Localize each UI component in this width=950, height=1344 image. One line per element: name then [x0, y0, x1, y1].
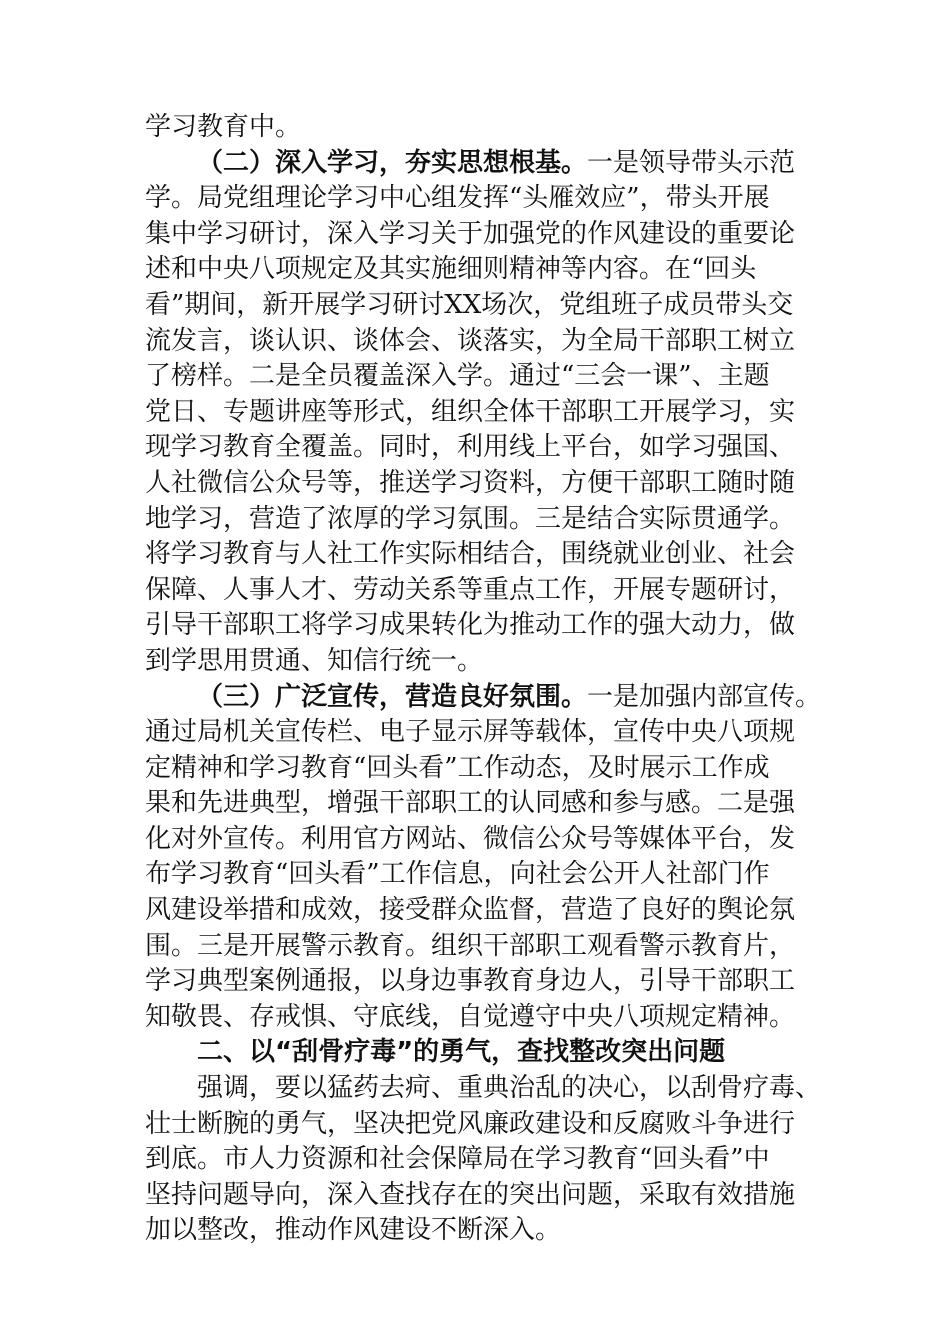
section-heading: 二、以“刮骨疗毒”的勇气，查找整改突出问题: [197, 1037, 726, 1068]
text-line: 学习教育中。: [145, 112, 302, 142]
text-line: 知敬畏、存戒惧、守底线，自觉遵守中央八项规定精神。: [145, 1001, 796, 1032]
paragraph-heading-line: [145, 146, 810, 182]
text-line: 保障、人事人才、劳动关系等重点工作，开展专题研讨，: [145, 574, 796, 605]
text-line: 看”期间，新开展学习研讨XX场次，党组班子成员带头交: [145, 289, 794, 320]
text-line: 坚持问题导向，深入查找存在的突出问题，采取有效措施: [145, 1179, 796, 1210]
text-line: 党日、专题讲座等形式，组织全体干部职工开展学习，实: [145, 396, 796, 427]
text-line: 将学习教育与人社工作实际相结合，围绕就业创业、社会: [145, 539, 796, 570]
text-line: 通过局机关宣传栏、电子显示屏等载体，宣传中央八项规: [145, 717, 796, 748]
text-run: 一是加强内部宣传。: [587, 681, 822, 712]
text-line: 述和中央八项规定及其实施细则精神等内容。在“回头: [145, 254, 757, 285]
text-line: 强调，要以猛药去疴、重典治乱的决心，以刮骨疗毒、: [197, 1073, 822, 1104]
text-line: 现学习教育全覆盖。同时，利用线上平台，如学习强国、: [145, 432, 796, 463]
paragraph-heading-line: [145, 680, 822, 716]
text-line: 学。局党组理论学习中心组发挥“头雁效应”，带头开展: [145, 183, 770, 214]
text-line: 定精神和学习教育“回头看”工作动态，及时展示工作成: [145, 752, 770, 783]
text-line: 流发言，谈认识、谈体会、谈落实，为全局干部职工树立: [145, 325, 796, 356]
text-line: 化对外宣传。利用官方网站、微信公众号等媒体平台，发: [145, 823, 796, 854]
section-subheading: （二）深入学习，夯实思想根基。: [197, 147, 588, 178]
text-line: 地学习，营造了浓厚的学习氛围。三是结合实际贯通学。: [145, 503, 796, 534]
text-line: 学习典型案例通报，以身边事教育身边人，引导干部职工: [145, 966, 796, 997]
text-line: 集中学习研讨，深入学习关于加强党的作风建设的重要论: [145, 218, 796, 249]
text-line: 果和先进典型，增强干部职工的认同感和参与感。二是强: [145, 788, 796, 819]
text-line: 布学习教育“回头看”工作信息，向社会公开人社部门作: [145, 859, 770, 890]
text-line: 围。三是开展警示教育。组织干部职工观看警示教育片，: [145, 930, 796, 961]
text-line: 壮士断腕的勇气，坚决把党风廉政建设和反腐败斗争进行: [145, 1108, 796, 1139]
text-line: 到学思用贯通、知信行统一。: [145, 645, 484, 676]
text-line: 到底。市人力资源和社会保障局在学习教育“回头看”中: [145, 1144, 770, 1175]
text-run: 一是领导带头示范: [587, 147, 796, 178]
text-line: 引导干部职工将学习成果转化为推动工作的强大动力，做: [145, 610, 796, 641]
document-body: [145, 110, 822, 1249]
text-line: 加以整改，推动作风建设不断深入。: [145, 1215, 562, 1246]
text-line: 了榜样。二是全员覆盖深入学。通过“三会一课”、主题: [145, 361, 770, 392]
section-subheading: （三）广泛宣传，营造良好氛围。: [197, 681, 588, 712]
text-line: 人社微信公众号等，推送学习资料，方便干部职工随时随: [145, 467, 796, 498]
text-line: 风建设举措和成效，接受群众监督，营造了良好的舆论氛: [145, 895, 796, 926]
